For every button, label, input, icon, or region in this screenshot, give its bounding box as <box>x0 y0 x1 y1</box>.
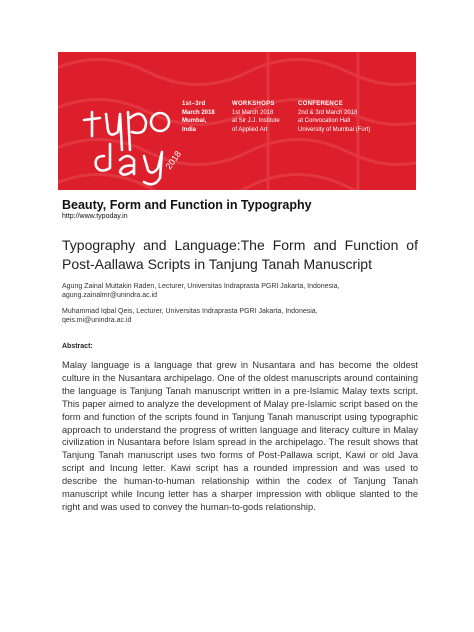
workshops-line: 1st March 2018 <box>232 109 274 116</box>
conference-banner <box>58 52 416 190</box>
author-email[interactable]: agung.zainalmr@unindra.ac.id <box>62 292 158 299</box>
paper-title: Typography and Language:The Form and Function of Post-Aallawa Scripts in Tanjung Tanah Manuscript <box>62 237 418 272</box>
conference-line: 2nd & 3rd March 2018 <box>298 109 358 116</box>
abstract-label: Abstract: <box>62 343 93 350</box>
dates-column <box>182 100 215 134</box>
conference-line: at Convocation Hall <box>298 118 351 124</box>
workshops-line: at Sir J.J. Institute <box>232 118 280 124</box>
dates-line: Mumbai, <box>182 118 207 124</box>
author-email[interactable]: qeis.mi@unindra.ac.id <box>62 317 132 324</box>
author-block <box>62 282 418 300</box>
dates-line: India <box>182 126 197 133</box>
workshops-line: of Applied Art <box>232 126 268 133</box>
conference-line: University of Mumbai (Fort) <box>298 126 371 133</box>
workshops-heading: WORKSHOPS <box>232 101 275 107</box>
abstract-text: Malay language is a language that grew in Nusantara and has become the oldest culture in the Nusantara archipelago. One of the oldest manuscripts around containing the language is Tanjung Tanah manuscript written in a pre-Islamic Malay texts script. This paper aimed to analyze the development of Malay pre-Islamic script based on the form and function of the scripts found in Tanjung Tanah manuscript using typographic approach to understand the progress of written language and literacy culture in Malay civilization in Nusantara before Islam spread in the archipelago. The result shows that Tanjung Tanah manuscript uses two forms of Post-Pallawa script, Kawi or old Java script and Incung letter. Kawi script has a rounded impression and was used to describe the human-to-human relationship within the codex of Tanjung Tanah manuscript while Incung letter has a sharper impression with oblique slanted to the right and was used to convey the human-to-gods relationship. <box>62 360 418 512</box>
logo-year: 2018 <box>163 149 184 172</box>
workshops-column <box>232 100 280 134</box>
dates-heading: 1st–3rd <box>182 101 206 107</box>
journal-url[interactable]: http://www.typoday.in <box>62 213 128 220</box>
author-affiliation: Muhammad Iqbal Qeis, Lecturer, Universitas Indraprasta PGRI Jakarta, Indonesia, <box>62 308 318 315</box>
dates-line: March 2018 <box>182 109 215 116</box>
journal-title: Beauty, Form and Function in Typography <box>62 198 312 212</box>
typoday-logo <box>58 52 248 190</box>
conference-column <box>298 100 370 134</box>
author-affiliation: Agung Zainal Muttakin Raden, Lecturer, Universitas Indraprasta PGRI Jakarta, Indonesia, <box>62 283 340 290</box>
author-block <box>62 307 418 325</box>
conference-heading: CONFERENCE <box>298 101 344 107</box>
